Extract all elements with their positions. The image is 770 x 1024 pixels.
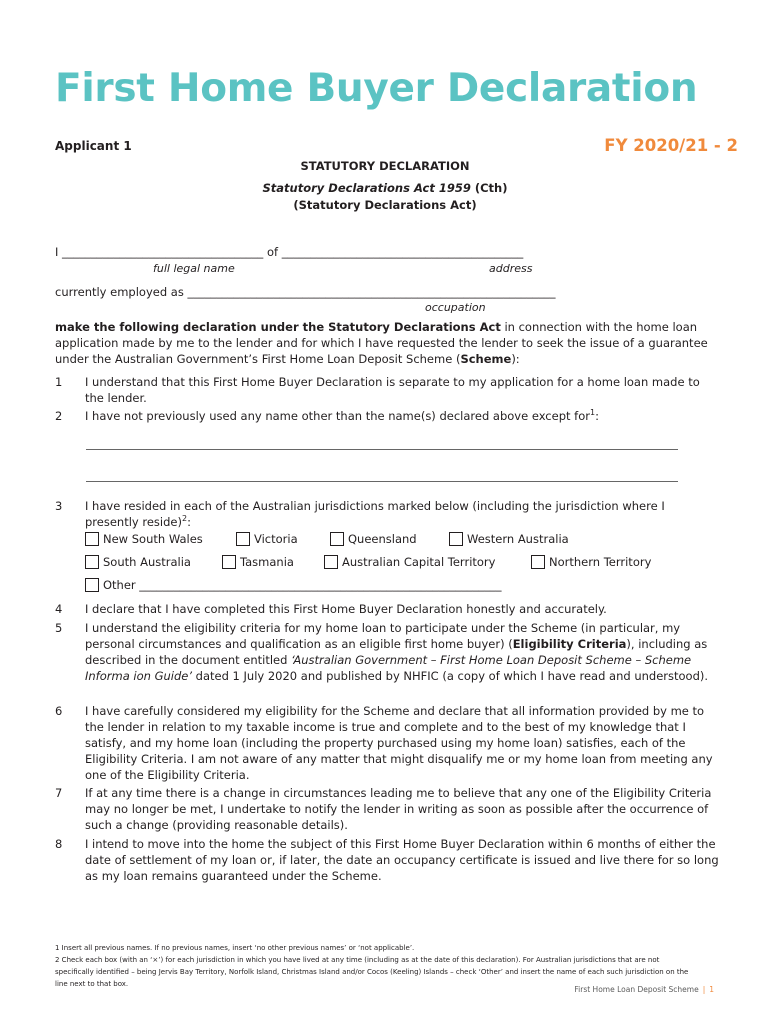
checkbox-western-australia[interactable] xyxy=(449,532,569,546)
act-short-name: (Statutory Declarations Act) xyxy=(293,198,477,212)
item-number: 7 xyxy=(55,786,63,800)
declaration-intro xyxy=(55,319,715,367)
intro-text-1: in connection with the home loan application made by me to the lender and for which I have requested the lender to seek the issue of a guarantee under the Australian Government’s First Home Loan Deposit Scheme ( xyxy=(55,320,708,366)
item-number: 2 xyxy=(55,409,63,423)
item-number: 8 xyxy=(55,837,63,851)
intro-text-2: ): xyxy=(511,352,520,366)
eligibility-criteria-term: Eligibility Criteria xyxy=(512,637,627,651)
item-text: I have resided in each of the Australian jurisdictions marked below (including the jurisdiction where I presently reside) xyxy=(85,499,665,529)
act-line xyxy=(0,181,770,195)
checkbox-label: Western Australia xyxy=(467,532,569,546)
checkbox-queensland[interactable] xyxy=(330,532,417,546)
checkbox-label: Northern Territory xyxy=(549,555,652,569)
full-legal-name-hint: full legal name xyxy=(153,262,235,275)
intro-scheme: Scheme xyxy=(460,352,512,366)
item-text: I have not previously used any name other than the name(s) declared above except for xyxy=(85,409,590,423)
checkbox-label: Other _______________________________________________________________ xyxy=(103,578,502,592)
item-text: I understand that this First Home Buyer Declaration is separate to my application for a home loan made to the lender. xyxy=(85,375,700,405)
checkbox-box[interactable] xyxy=(85,578,99,592)
checkbox-box[interactable] xyxy=(531,555,545,569)
page-number: 1 xyxy=(709,985,714,994)
item-text: I understand the eligibility criteria for my home loan to participate under the Scheme (in particular, my personal circumstances and qualification as an eligible first home buyer) ( xyxy=(85,621,681,651)
checkbox-label: New South Wales xyxy=(103,532,203,546)
checkbox-label: Victoria xyxy=(254,532,298,546)
applicant-label: Applicant 1 xyxy=(55,139,132,153)
item-text: I intend to move into the home the subject of this First Home Buyer Declaration within 6 months of either the date of settlement of my loan or, if later, the date an occupancy certificate is issued and live there for so long as my loan remains guaranteed under the Scheme. xyxy=(85,837,719,883)
item-text-wrap xyxy=(85,408,720,424)
item-text: I declare that I have completed this First Home Buyer Declaration honestly and accurately. xyxy=(85,602,607,616)
item-text-after: : xyxy=(187,515,191,529)
item-number: 5 xyxy=(55,621,63,635)
page-title: First Home Buyer Declaration xyxy=(55,66,698,111)
item-text: dated 1 July 2020 and published by NHFIC (a copy of which I have read and understood). xyxy=(192,669,709,683)
checkbox-box[interactable] xyxy=(449,532,463,546)
checkbox-other[interactable] xyxy=(85,578,502,592)
checkbox-new-south-wales[interactable] xyxy=(85,532,203,546)
item-text-after: : xyxy=(595,409,599,423)
checkbox-label: Tasmania xyxy=(240,555,294,569)
footer-label: First Home Loan Deposit Scheme xyxy=(574,985,699,994)
address-hint: address xyxy=(489,262,533,275)
checkbox-box[interactable] xyxy=(85,532,99,546)
item-text: ), including as described in the document entitled xyxy=(85,637,708,667)
checkbox-south-australia[interactable] xyxy=(85,555,191,569)
previous-names-line-2[interactable] xyxy=(86,481,678,482)
act-cth: (Cth) xyxy=(470,181,508,195)
item-text: I have carefully considered my eligibility for the Scheme and declare that all information provided by me to the lender in relation to my taxable income is true and complete and to the best of my knowledge that I satisfy, and my home loan (including the property purchased using my home loan) satisfies, each of the Eligibility Criteria. I am not aware of any matter that might disqualify me or my home loan from meeting any one of the Eligibility Criteria. xyxy=(85,704,713,782)
financial-year-label: FY 2020/21 - 2 xyxy=(604,136,738,155)
checkbox-box[interactable] xyxy=(330,532,344,546)
previous-names-line-1[interactable] xyxy=(86,449,678,450)
item-text: If at any time there is a change in circumstances leading me to believe that any one of the Eligibility Criteria may no longer be met, I undertake to notify the lender in writing as soon as possible after the occurrence of such a change (providing reasonable details). xyxy=(85,786,712,832)
footnote-ref: 2 xyxy=(181,514,188,524)
item-text-wrap xyxy=(85,498,720,530)
item-number: 6 xyxy=(55,704,63,718)
checkbox-box[interactable] xyxy=(236,532,250,546)
item-text-wrap xyxy=(85,620,720,684)
item-number: 1 xyxy=(55,375,63,389)
checkbox-australian-capital-territory[interactable] xyxy=(324,555,495,569)
act-name: Statutory Declarations Act 1959 xyxy=(262,181,471,195)
item-number: 4 xyxy=(55,602,63,616)
guide-title: ‘Australian Government – First Home Loan Deposit Scheme – Scheme Informa ion Guide’ xyxy=(85,653,692,683)
checkbox-northern-territory[interactable] xyxy=(531,555,651,569)
checkbox-box[interactable] xyxy=(324,555,338,569)
name-address-field[interactable]: I ___________________________________ of __________________________________________ xyxy=(55,245,524,259)
statutory-title: STATUTORY DECLARATION xyxy=(300,159,470,173)
footer-separator: | xyxy=(702,985,706,994)
checkbox-box[interactable] xyxy=(222,555,236,569)
page-footer xyxy=(574,985,714,994)
checkbox-label: Queensland xyxy=(348,532,417,546)
checkbox-victoria[interactable] xyxy=(236,532,298,546)
checkbox-label: Australian Capital Territory xyxy=(342,555,496,569)
checkbox-label: South Australia xyxy=(103,555,191,569)
footnote-ref: 1 xyxy=(589,408,596,418)
checkbox-tasmania[interactable] xyxy=(222,555,294,569)
footnote-2: 2 Check each box (with an ‘×’) for each jurisdiction in which you have lived at any time (including as at the date of this declaration). For Australian jurisdictions that are not specifically identified – being Jervis Bay Territory, Norfolk Island, Christmas Island and/or Cocos (Keeling) Islands – check ‘Other’ and insert the name of each such jurisdiction on the line next to that box. xyxy=(55,956,689,988)
checkbox-box[interactable] xyxy=(85,555,99,569)
item-number: 3 xyxy=(55,499,63,513)
occupation-hint: occupation xyxy=(425,301,486,314)
footnotes xyxy=(55,942,695,990)
intro-bold-lead: make the following declaration under the Statutory Declarations Act xyxy=(55,320,501,334)
footnote-1: 1 Insert all previous names. If no previous names, insert ‘no other previous names’ or ‘not applicable’. xyxy=(55,944,415,952)
occupation-field[interactable]: currently employed as ________________________________________________________________ xyxy=(55,285,556,299)
